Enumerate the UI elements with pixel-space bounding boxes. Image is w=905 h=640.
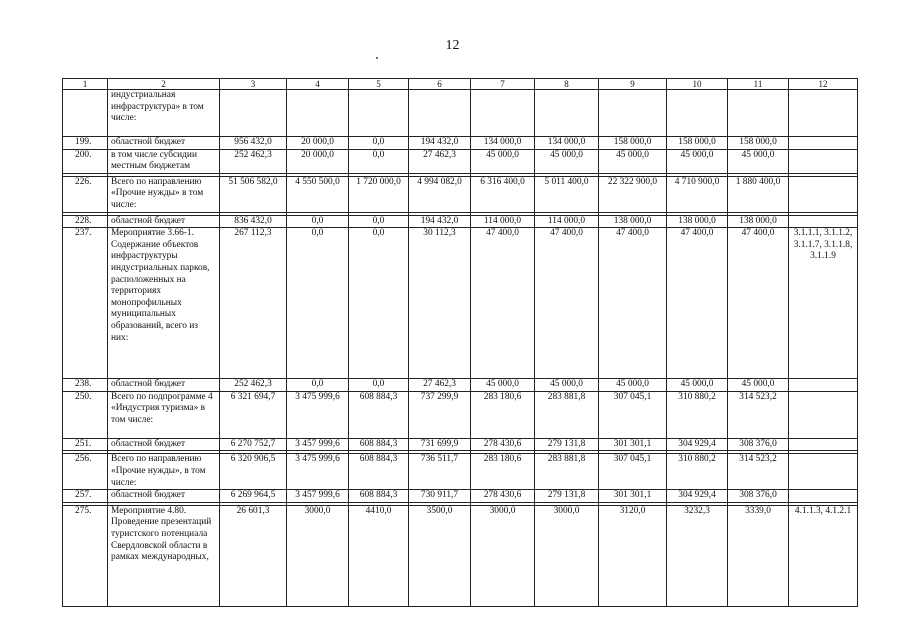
value-cell: 0,0 xyxy=(349,228,409,379)
value-cell: 47 400,0 xyxy=(728,228,789,379)
value-cell: 138 000,0 xyxy=(667,215,728,228)
value-cell: 267 112,3 xyxy=(220,228,287,379)
value-cell: 310 880,2 xyxy=(667,391,728,438)
value-cell: 956 432,0 xyxy=(220,137,287,150)
value-cell: 47 400,0 xyxy=(667,228,728,379)
row-number-cell: 275. xyxy=(63,505,108,606)
table-row xyxy=(63,90,858,137)
value-cell: 608 884,3 xyxy=(349,454,409,490)
column-header: 5 xyxy=(349,79,409,90)
value-cell: 308 376,0 xyxy=(728,490,789,503)
row-number-cell xyxy=(63,90,108,137)
target-ref-cell xyxy=(789,215,858,228)
value-cell: 283 881,8 xyxy=(535,454,599,490)
target-ref-cell: 3.1.1.1, 3.1.1.2, 3.1.1.7, 3.1.1.8, 3.1.1.9 xyxy=(789,228,858,379)
row-name-cell: в том числе субсидии местным бюджетам xyxy=(108,149,220,173)
row-number-cell: 200. xyxy=(63,149,108,173)
row-name-cell: областной бюджет xyxy=(108,215,220,228)
value-cell: 283 180,6 xyxy=(471,454,535,490)
value-cell: 194 432,0 xyxy=(409,215,471,228)
row-name-cell: областной бюджет xyxy=(108,438,220,451)
value-cell: 0,0 xyxy=(287,379,349,392)
value-cell: 158 000,0 xyxy=(599,137,667,150)
value-cell: 194 432,0 xyxy=(409,137,471,150)
row-name-cell: Всего по подпрограмме 4 «Индустрия туризма» в том числе: xyxy=(108,391,220,438)
table-row xyxy=(63,379,858,392)
value-cell: 45 000,0 xyxy=(471,379,535,392)
value-cell: 45 000,0 xyxy=(471,149,535,173)
value-cell: 45 000,0 xyxy=(728,149,789,173)
value-cell: 6 269 964,5 xyxy=(220,490,287,503)
row-number-cell: 226. xyxy=(63,176,108,212)
value-cell: 158 000,0 xyxy=(667,137,728,150)
value-cell: 45 000,0 xyxy=(599,149,667,173)
value-cell: 4410,0 xyxy=(349,505,409,606)
row-number-cell: 257. xyxy=(63,490,108,503)
row-number-cell: 251. xyxy=(63,438,108,451)
value-cell: 608 884,3 xyxy=(349,490,409,503)
value-cell: 134 000,0 xyxy=(471,137,535,150)
row-name-cell: областной бюджет xyxy=(108,490,220,503)
value-cell: 304 929,4 xyxy=(667,438,728,451)
value-cell: 308 376,0 xyxy=(728,438,789,451)
value-cell: 1 720 000,0 xyxy=(349,176,409,212)
value-cell: 0,0 xyxy=(349,215,409,228)
row-name-cell: Всего по направлению «Прочие нужды», в том числе: xyxy=(108,454,220,490)
value-cell: 608 884,3 xyxy=(349,391,409,438)
value-cell xyxy=(535,90,599,137)
budget-table xyxy=(62,78,858,607)
value-cell: 4 710 900,0 xyxy=(667,176,728,212)
value-cell: 47 400,0 xyxy=(471,228,535,379)
value-cell: 6 321 694,7 xyxy=(220,391,287,438)
value-cell: 45 000,0 xyxy=(667,149,728,173)
row-name-cell: Всего по направлению «Прочие нужды» в том числе: xyxy=(108,176,220,212)
row-name-cell: Мероприятие 3.66-1. Содержание объектов инфраструктуры индустриальных парков, расположенных на территориях монопрофильных муниципальных образований, всего из них: xyxy=(108,228,220,379)
value-cell: 278 430,6 xyxy=(471,438,535,451)
table-row xyxy=(63,438,858,451)
value-cell: 3 457 999,6 xyxy=(287,438,349,451)
table-row xyxy=(63,505,858,606)
value-cell: 3 457 999,6 xyxy=(287,490,349,503)
value-cell: 304 929,4 xyxy=(667,490,728,503)
value-cell: 730 911,7 xyxy=(409,490,471,503)
value-cell: 5 011 400,0 xyxy=(535,176,599,212)
column-header: 8 xyxy=(535,79,599,90)
column-header: 7 xyxy=(471,79,535,90)
target-ref-cell xyxy=(789,454,858,490)
row-name-cell: индустриальная инфраструктура» в том числе: xyxy=(108,90,220,137)
row-name-cell: областной бюджет xyxy=(108,379,220,392)
table-row xyxy=(63,490,858,503)
value-cell: 307 045,1 xyxy=(599,454,667,490)
target-ref-cell: 4.1.1.3, 4.1.2.1 xyxy=(789,505,858,606)
value-cell: 6 320 906,5 xyxy=(220,454,287,490)
table-body xyxy=(63,79,858,607)
row-number-cell: 238. xyxy=(63,379,108,392)
value-cell: 27 462,3 xyxy=(409,379,471,392)
row-number-cell: 256. xyxy=(63,454,108,490)
value-cell: 6 316 400,0 xyxy=(471,176,535,212)
page-number: 12 xyxy=(445,38,460,53)
value-cell: 252 462,3 xyxy=(220,149,287,173)
value-cell: 45 000,0 xyxy=(599,379,667,392)
value-cell: 20 000,0 xyxy=(287,149,349,173)
value-cell: 314 523,2 xyxy=(728,454,789,490)
value-cell: 3 475 999,6 xyxy=(287,391,349,438)
value-cell: 51 506 582,0 xyxy=(220,176,287,212)
row-number-cell: 228. xyxy=(63,215,108,228)
value-cell: 4 550 500,0 xyxy=(287,176,349,212)
value-cell: 4 994 082,0 xyxy=(409,176,471,212)
value-cell: 314 523,2 xyxy=(728,391,789,438)
column-header: 10 xyxy=(667,79,728,90)
value-cell: 0,0 xyxy=(287,228,349,379)
value-cell xyxy=(728,90,789,137)
table-row xyxy=(63,454,858,490)
value-cell xyxy=(409,90,471,137)
column-header: 4 xyxy=(287,79,349,90)
value-cell: 3000,0 xyxy=(535,505,599,606)
value-cell: 3500,0 xyxy=(409,505,471,606)
value-cell: 3000,0 xyxy=(471,505,535,606)
value-cell: 47 400,0 xyxy=(599,228,667,379)
target-ref-cell xyxy=(789,379,858,392)
scan-speck xyxy=(376,57,378,59)
value-cell xyxy=(220,90,287,137)
value-cell xyxy=(287,90,349,137)
value-cell: 301 301,1 xyxy=(599,490,667,503)
value-cell: 0,0 xyxy=(349,379,409,392)
value-cell: 114 000,0 xyxy=(471,215,535,228)
value-cell: 279 131,8 xyxy=(535,438,599,451)
value-cell: 30 112,3 xyxy=(409,228,471,379)
value-cell: 47 400,0 xyxy=(535,228,599,379)
value-cell: 138 000,0 xyxy=(599,215,667,228)
table-row xyxy=(63,137,858,150)
target-ref-cell xyxy=(789,149,858,173)
value-cell: 3339,0 xyxy=(728,505,789,606)
value-cell: 45 000,0 xyxy=(535,379,599,392)
value-cell: 26 601,3 xyxy=(220,505,287,606)
value-cell: 3232,3 xyxy=(667,505,728,606)
target-ref-cell xyxy=(789,391,858,438)
value-cell: 283 180,6 xyxy=(471,391,535,438)
table-row xyxy=(63,149,858,173)
value-cell: 27 462,3 xyxy=(409,149,471,173)
column-header: 12 xyxy=(789,79,858,90)
table-row xyxy=(63,228,858,379)
target-ref-cell xyxy=(789,438,858,451)
value-cell: 307 045,1 xyxy=(599,391,667,438)
value-cell: 1 880 400,0 xyxy=(728,176,789,212)
value-cell: 134 000,0 xyxy=(535,137,599,150)
value-cell: 45 000,0 xyxy=(667,379,728,392)
column-header: 11 xyxy=(728,79,789,90)
value-cell: 0,0 xyxy=(349,149,409,173)
value-cell: 737 299,9 xyxy=(409,391,471,438)
value-cell xyxy=(667,90,728,137)
value-cell: 252 462,3 xyxy=(220,379,287,392)
value-cell xyxy=(471,90,535,137)
value-cell: 310 880,2 xyxy=(667,454,728,490)
value-cell: 3 475 999,6 xyxy=(287,454,349,490)
value-cell: 736 511,7 xyxy=(409,454,471,490)
value-cell: 0,0 xyxy=(349,137,409,150)
value-cell xyxy=(599,90,667,137)
column-header: 1 xyxy=(63,79,108,90)
row-number-cell: 237. xyxy=(63,228,108,379)
target-ref-cell xyxy=(789,90,858,137)
value-cell: 3120,0 xyxy=(599,505,667,606)
target-ref-cell xyxy=(789,176,858,212)
value-cell: 608 884,3 xyxy=(349,438,409,451)
column-header: 2 xyxy=(108,79,220,90)
column-header-row xyxy=(63,79,858,90)
column-header: 6 xyxy=(409,79,471,90)
value-cell: 279 131,8 xyxy=(535,490,599,503)
value-cell: 20 000,0 xyxy=(287,137,349,150)
value-cell: 3000,0 xyxy=(287,505,349,606)
value-cell: 278 430,6 xyxy=(471,490,535,503)
value-cell: 138 000,0 xyxy=(728,215,789,228)
value-cell: 45 000,0 xyxy=(728,379,789,392)
value-cell: 114 000,0 xyxy=(535,215,599,228)
value-cell: 0,0 xyxy=(287,215,349,228)
value-cell: 836 432,0 xyxy=(220,215,287,228)
row-number-cell: 199. xyxy=(63,137,108,150)
row-name-cell: Мероприятие 4.80. Проведение презентаций туристского потенциала Свердловской области в рамках международных, xyxy=(108,505,220,606)
value-cell: 22 322 900,0 xyxy=(599,176,667,212)
value-cell: 301 301,1 xyxy=(599,438,667,451)
value-cell xyxy=(349,90,409,137)
value-cell: 731 699,9 xyxy=(409,438,471,451)
table-row xyxy=(63,176,858,212)
value-cell: 45 000,0 xyxy=(535,149,599,173)
target-ref-cell xyxy=(789,137,858,150)
column-header: 9 xyxy=(599,79,667,90)
row-number-cell: 250. xyxy=(63,391,108,438)
row-name-cell: областной бюджет xyxy=(108,137,220,150)
value-cell: 158 000,0 xyxy=(728,137,789,150)
value-cell: 283 881,8 xyxy=(535,391,599,438)
target-ref-cell xyxy=(789,490,858,503)
table-row xyxy=(63,215,858,228)
value-cell: 6 270 752,7 xyxy=(220,438,287,451)
column-header: 3 xyxy=(220,79,287,90)
table-row xyxy=(63,391,858,438)
